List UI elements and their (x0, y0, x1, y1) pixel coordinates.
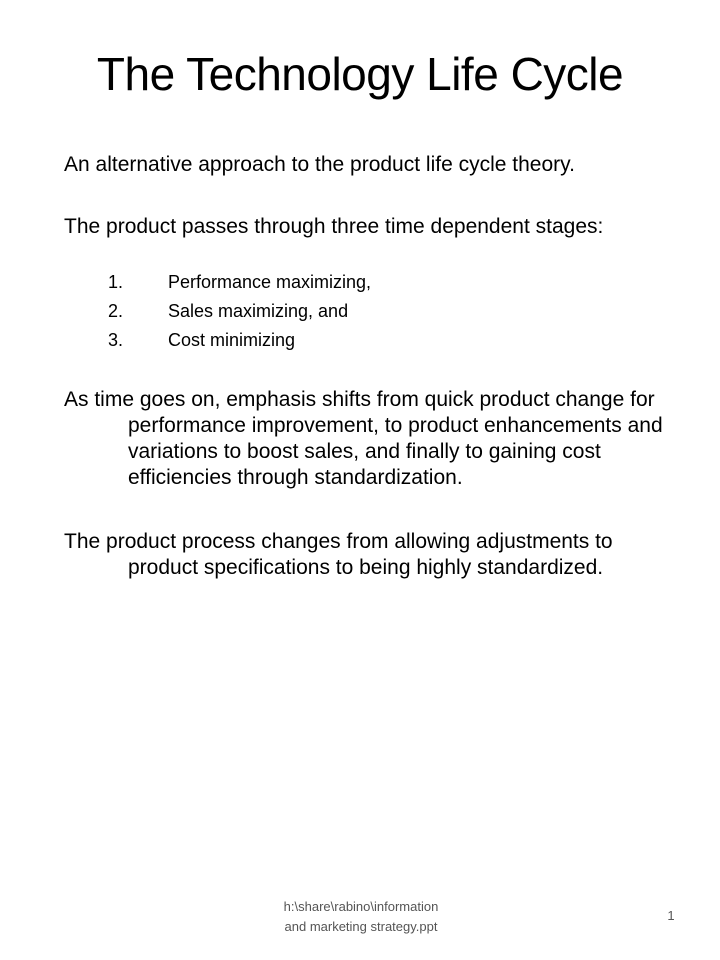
list-item (108, 268, 664, 297)
paragraph-process-change: The product process changes from allowing adjustments to product specifications to being highly standardized. (64, 530, 613, 579)
list-item-number: 2. (108, 301, 124, 321)
footer-line-2: and marketing strategy.ppt (284, 919, 438, 934)
list-item-number: 1. (108, 272, 124, 292)
list-item-number: 3. (108, 330, 124, 350)
list-item-text: Sales maximizing, and (168, 301, 349, 321)
slide-title: The Technology Life Cycle (96, 48, 624, 100)
page-number: 1 (667, 908, 675, 923)
paragraph-stages-intro: The product passes through three time dependent stages: (64, 215, 604, 238)
list-item (108, 326, 664, 355)
paragraph-intro: An alternative approach to the product life cycle theory. (64, 153, 575, 176)
list-item (108, 297, 664, 326)
list-item-text: Performance maximizing, (168, 272, 372, 292)
list-item-text: Cost minimizing (168, 330, 296, 350)
footer-line-1: h:\share\rabino\information (283, 899, 439, 914)
footer-file-path (250, 897, 472, 937)
slide-body (64, 152, 664, 581)
paragraph-emphasis-shift: As time goes on, emphasis shifts from quick product change for performance improvement, to product enhancements and variations to boost sales, and finally to gaining cost efficiencies through standardization. (64, 388, 663, 489)
stages-list (64, 268, 664, 355)
